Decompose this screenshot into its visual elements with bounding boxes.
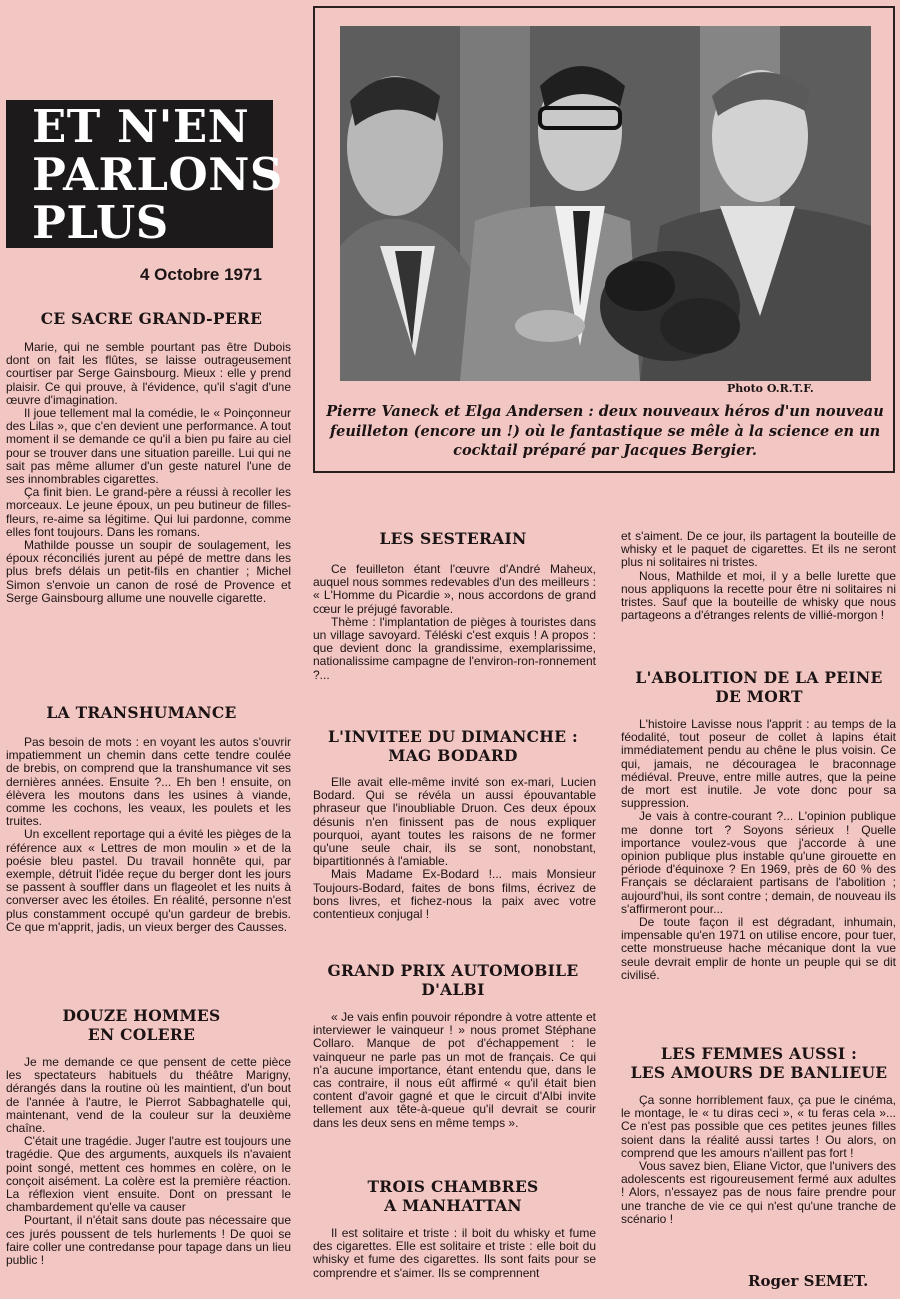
- photo-illustration: [340, 26, 871, 381]
- paragraph: L'histoire Lavisse nous l'apprit : au temps de la féodalité, tout poseur de collet à lapins était immédiatement pendu au chêne le plus voisin. Ce qui, jamais, ne découragea le braconnage médiéval. Preuve, entre mille autres, que la peine de mort est inutile. Je vote donc pour sa suppression.: [621, 717, 896, 811]
- paragraph: « Je vais enfin pouvoir répondre à votre attente et interviewer le vainqueur ! » nous promet Stéphane Collaro. Manque de pot d'échappement : le vainqueur ne parle pas un mot de français. Ce qui n'a aucune importance, étant entendu que, dans le cas contraire, il nous eût affirmé « qu'il était bien content d'avoir gagné et que le circuit d'Albi invite tellement aux tête-à-queue qu'il devrait se courir dans les deux sens en même temps ».: [313, 1010, 596, 1130]
- paragraph: Il joue tellement mal la comédie, le « Poinçonneur des Lilas », que c'en devient une performance. A tout moment il se demande ce qu'il a bien pu faire au ciel pour se trouver dans une situation pareille. Lui qui ne sait pas même allumer d'un geste naturel l'une de ses innombrables cigarettes.: [6, 406, 291, 487]
- article-title: CE SACRE GRAND-PERE: [40, 309, 263, 328]
- masthead-line: PARLONS: [32, 148, 283, 201]
- paragraph: De toute façon il est dégradant, inhumain, impensable qu'en 1971 on utilise encore, pour tuer, cette monstrueuse hache mécanique dont la vue seule devrait emplir de honte un peuple qui se dit civilisé.: [621, 915, 896, 982]
- article-body: [313, 776, 596, 921]
- paragraph: Il est solitaire et triste : il boit du whisky et fume des cigarettes. Elle est solitaire et triste : elle boit du whisky et fume des cigarettes. Ils sont faits pour se comprendre et s'aimer. Ils se comprennent: [313, 1226, 596, 1280]
- article-body: [621, 530, 896, 622]
- paragraph: Ce feuilleton étant l'œuvre d'André Maheux, auquel nous sommes redevables d'un des meilleurs : « L'Homme du Picardie », nous accordons de grand cœur le préjugé favorable.: [313, 562, 596, 616]
- article-body: [313, 1227, 596, 1280]
- paragraph: Mais Madame Ex-Bodard !... mais Monsieur Toujours-Bodard, faites de bons films, écrivez de bons livres, et fichez-nous la paix avec votre contentieux conjugal !: [313, 867, 596, 922]
- paragraph: Thème : l'implantation de pièges à touristes dans un village savoyard. Téléski c'est exquis ! A propos : que devient donc la grandissime, exemplarissime, nationalissime campagne de l'environ-ron-ronnement ?...: [313, 614, 596, 682]
- paragraph: Je me demande ce que pensent de cette pièce les spectateurs habituels du théâtre Marigny, dérangés dans la routine où les maintient, d'un bout de l'année à l'autre, le Pierrot Sabbaghatelle qui, maintenant, vend de la couleur sur la deuxième chaîne.: [6, 1055, 291, 1136]
- article-title: DOUZE HOMMES EN COLERE: [62, 1006, 221, 1044]
- article-title: L'ABOLITION DE LA PEINE DE MORT: [635, 668, 883, 706]
- article-body: [621, 1094, 896, 1226]
- masthead: [6, 100, 283, 249]
- article-body: [621, 718, 896, 982]
- paragraph: Ça sonne horriblement faux, ça pue le cinéma, le montage, le « tu diras ceci », « tu feras cela »... Ce n'est pas possible que ces petites jeunes filles soient dans la réalité aussi tartes ! Ou alors, on comprend que les amours n'aillent pas fort !: [621, 1093, 896, 1160]
- paragraph: Ça finit bien. Le grand-père a réussi à recoller les morceaux. Le jeune époux, un peu butineur de filles-fleurs, re-aime sa légitime. Qui lui pardonne, comme elles font toujours. Dans les romans.: [6, 485, 291, 539]
- paragraph: C'était une tragédie. Juger l'autre est toujours une tragédie. Que des arguments, auxquels ils n'avaient point songé, mettent ces hommes en colère, on le conçoit aisément. La colère est la première réaction. La réflexion vient ensuite. Dont on pressant le chambardement qu'elle va causer: [6, 1134, 291, 1215]
- author-signature: Roger SEMET.: [748, 1272, 869, 1290]
- masthead-line: ET N'EN: [32, 100, 250, 153]
- paragraph: Elle avait elle-même invité son ex-mari, Lucien Bodard. Qui se révéla un aussi épouvantable phraseur que l'inoubliable Druon. Ces deux époux désunis n'en finissent pas de nous expliquer pourquoi, ayant toutes les raisons de ne former qu'une seule chair, ils se sont, nonobstant, bipartitionnés à l'amiable.: [313, 775, 596, 869]
- masthead-line: PLUS: [32, 196, 169, 249]
- paragraph: Pas besoin de mots : en voyant les autos s'ouvrir impatiemment un chemin dans cette tendre coulée de brebis, on comprend que la transhumance vit ses dernières années. Ensuite ?... Eh ben ! ensuite, on élèvera les moutons dans les usines à viande, comme les cochons, les veaux, les poulets et les truites.: [6, 735, 291, 829]
- photo-credit: Photo O.R.T.F.: [727, 382, 814, 395]
- article-body: [6, 341, 291, 605]
- article-title: LES FEMMES AUSSI : LES AMOURS DE BANLIEUE: [630, 1044, 888, 1082]
- paragraph: Un excellent reportage qui a évité les pièges de la référence aux « Lettres de mon moulin » et de la poésie bleu pastel. Du travail honnête qui, par exemple, détruit l'idée reçue du berger dont les jours se passent à souffler dans un flageolet et les nuits à converser avec les étoiles. En réalité, personne n'est plus constamment occupé qu'un gardeur de brebis. Ce que m'apprit, jadis, un vieux berger des Causses.: [6, 827, 291, 934]
- article-title: GRAND PRIX AUTOMOBILE D'ALBI: [327, 961, 579, 999]
- article-title: TROIS CHAMBRES A MANHATTAN: [367, 1177, 539, 1215]
- article-title: LA TRANSHUMANCE: [46, 703, 237, 722]
- paragraph: et s'aiment. De ce jour, ils partagent la bouteille de whisky et le paquet de cigarettes. Et ils ne seront plus ni solitaires ni tristes.: [621, 529, 896, 570]
- article-body: [313, 563, 596, 682]
- paragraph: Mathilde pousse un soupir de soulagement, les époux réconciliés jurent au pépé de mettre dans les plus brefs délais un petit-fils en chantier ; Michel Simon s'envoie un canon de rosé de Provence et Serge Gainsbourg allume une nouvelle cigarette.: [6, 538, 291, 605]
- paragraph: Marie, qui ne semble pourtant pas être Dubois dont on fait les flûtes, se laisse outrageusement courtiser par Serge Gainsbourg. Mieux : elle y prend plaisir. Ce qui prouve, à l'évidence, qu'il s'agit d'une œuvre d'imagination.: [6, 340, 291, 407]
- article-title: LES SESTERAIN: [379, 529, 527, 548]
- paragraph: Vous savez bien, Eliane Victor, que l'univers des adolescents est rigoureusement fermé aux adultes ! Alors, n'essayez pas de nous faire prendre pour une tranche de vie ce qui n'est qu'une tranche de scénario !: [621, 1159, 896, 1226]
- photo-caption: Pierre Vaneck et Elga Andersen : deux nouveaux héros d'un nouveau feuilleton (encore un !) où le fantastique se mêle à la science en un cocktail préparé par Jacques Bergier.: [326, 403, 884, 459]
- paragraph: Pourtant, il n'était sans doute pas nécessaire que ces jurés poussent de tels hurlements ! De quoi se faire coller une contredanse pour tapage dans un lieu public !: [6, 1213, 291, 1268]
- article-body: [313, 1011, 596, 1130]
- paragraph: Nous, Mathilde et moi, il y a belle lurette que nous appliquons la recette pour être ni solitaires ni tristes. Sauf que la bouteille de whisky que nous partageons a d'étranges relents de villié-morgon !: [621, 568, 896, 623]
- article-title: L'INVITEE DU DIMANCHE : MAG BODARD: [327, 727, 579, 765]
- article-body: [6, 1056, 291, 1267]
- photo: [340, 26, 871, 381]
- paragraph: Je vais à contre-courant ?... L'opinion publique me donne tort ? Soyons sérieux ! Quelle importance voulez-vous que j'accorde à une opinion publique plus instable qu'une girouette en période d'équinoxe ? En 1969, près de 60 % des Français se déclaraient partisans de l'abolition ; aujourd'hui, ils sont contre ; demain, de nouveau ils s'affirmeront pour...: [621, 809, 896, 916]
- publication-date: 4 Octobre 1971: [140, 265, 262, 284]
- article-body: [6, 736, 291, 934]
